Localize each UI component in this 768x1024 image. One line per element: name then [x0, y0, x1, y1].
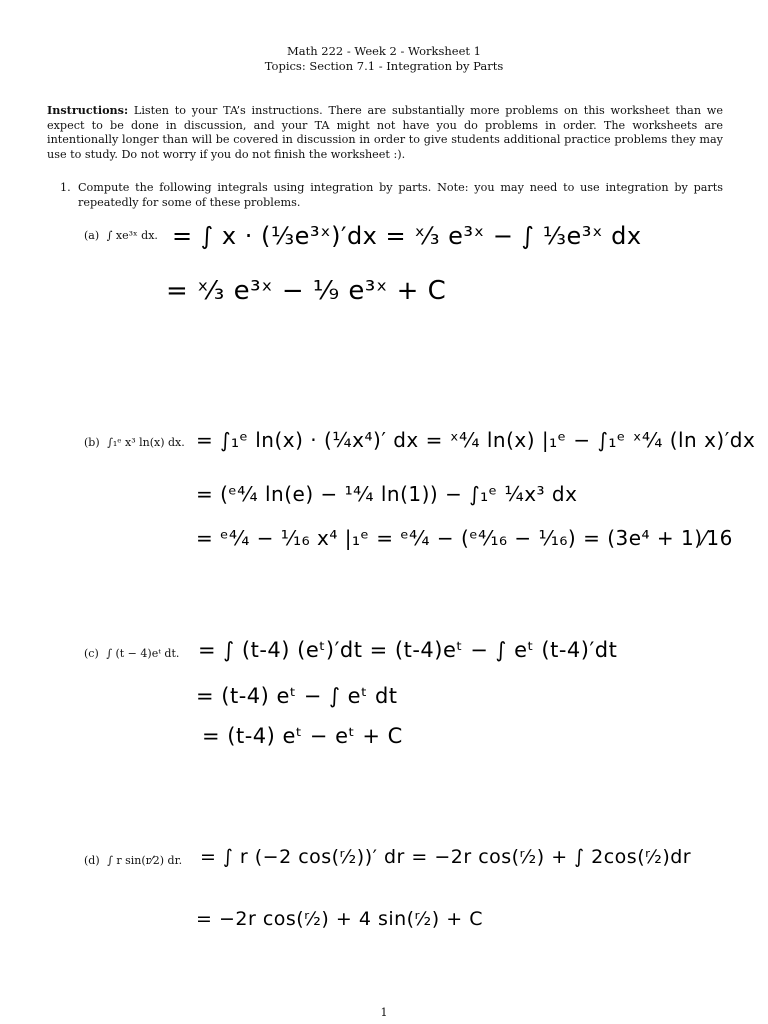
problem-c-work-line-1: = ∫ (t-4) (eᵗ)′dt = (t-4)eᵗ − ∫ eᵗ (t-4)′dt — [198, 638, 618, 662]
question-1-number: 1. — [60, 181, 71, 194]
problem-a-work-line-1: = ∫ x · (⅓e³ˣ)′dx = ˣ⁄₃ e³ˣ − ∫ ⅓e³ˣ dx — [172, 222, 642, 250]
problem-b-work-line-2: = (ᵉ⁴⁄₄ ln(e) − ¹⁴⁄₄ ln(1)) − ∫₁ᵉ ¼x³ dx — [196, 482, 578, 506]
problem-d-work-line-2: = −2r cos(ʳ⁄₂) + 4 sin(ʳ⁄₂) + C — [196, 908, 483, 930]
question-1 — [60, 181, 723, 210]
problem-a-label: (a) — [84, 229, 100, 242]
instructions-block — [47, 103, 723, 162]
problem-c-work-line-3: = (t-4) eᵗ − eᵗ + C — [202, 724, 403, 748]
problem-d-label: (d) — [84, 854, 100, 867]
problem-d-statement — [84, 854, 182, 867]
question-1-text: Compute the following integrals using integration by parts. Note: you may need to use integration by parts repeatedly for some of these problems. — [78, 181, 723, 209]
problem-b-work-line-1: = ∫₁ᵉ ln(x) · (¼x⁴)′ dx = ˣ⁴⁄₄ ln(x) |₁ᵉ − ∫₁ᵉ ˣ⁴⁄₄ (ln x)′dx — [196, 428, 756, 452]
problem-d-work-line-1: = ∫ r (−2 cos(ʳ⁄₂))′ dr = −2r cos(ʳ⁄₂) + ∫ 2cos(ʳ⁄₂)dr — [200, 846, 692, 868]
problem-a-work-line-2: = ˣ⁄₃ e³ˣ − ¹⁄₉ e³ˣ + C — [166, 276, 447, 306]
problem-c-statement — [84, 647, 179, 660]
problem-c-integral: ∫ (t − 4)eᵗ dt. — [106, 647, 180, 660]
problem-a-integral: ∫ xe³ˣ dx. — [106, 229, 158, 242]
worksheet-topics: Topics: Section 7.1 - Integration by Parts — [264, 59, 504, 73]
problem-b-work-line-3: = ᵉ⁴⁄₄ − ¹⁄₁₆ x⁴ |₁ᵉ = ᵉ⁴⁄₄ − (ᵉ⁴⁄₁₆ − ¹⁄₁₆) = (3e⁴ + 1)⁄16 — [196, 526, 733, 550]
problem-a-statement — [84, 229, 158, 242]
instructions-label: Instructions: — [47, 103, 129, 117]
problem-b-statement — [84, 436, 185, 449]
problem-c-work-line-2: = (t-4) eᵗ − ∫ eᵗ dt — [196, 684, 398, 708]
problem-b-label: (b) — [84, 436, 100, 449]
worksheet-title: Math 222 - Week 2 - Worksheet 1 — [286, 44, 482, 58]
problem-c-label: (c) — [84, 647, 99, 660]
problem-b-integral: ∫₁ᵉ x³ ln(x) dx. — [107, 436, 185, 449]
page-number: 1 — [380, 1006, 388, 1019]
problem-d-integral: ∫ r sin(r⁄2) dr. — [107, 854, 183, 867]
instructions-text: Listen to your TA’s instructions. There are substantially more problems on this worksheet than we expect to be done in discussion, and your TA might not have you do problems in order. The worksheets are intentionally longer than will be covered in discussion in order to give students additional practice problems they may use to study. Do not worry if you do not finish the worksheet :). — [47, 104, 724, 161]
